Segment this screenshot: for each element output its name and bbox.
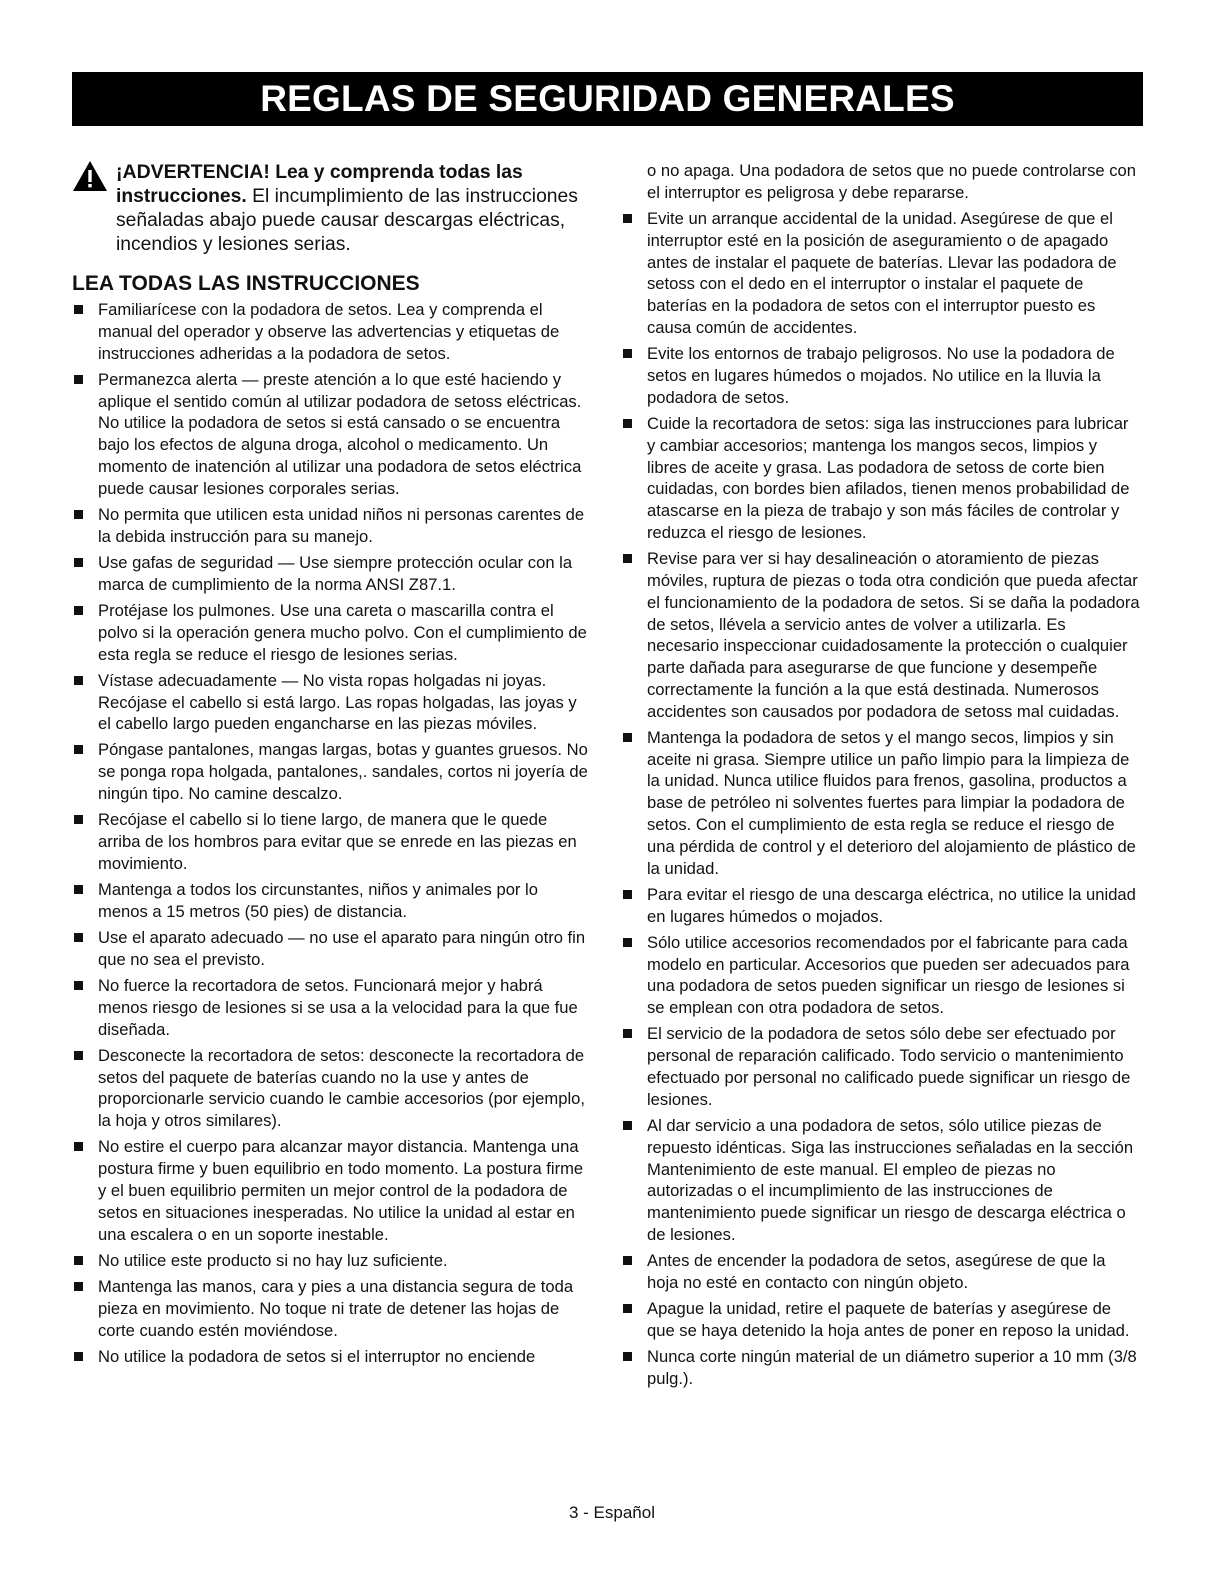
list-item: Vístase adecuadamente — No vista ropas holgadas ni joyas. Recójase el cabello si está largo. Las ropas holgadas, las joyas y el cabello largo pueden engancharse en las piezas móviles. [72, 670, 592, 735]
page-title: REGLAS DE SEGURIDAD GENERALES [72, 72, 1143, 126]
list-item: Revise para ver si hay desalineación o atoramiento de piezas móviles, ruptura de piezas o toda otra condición que pueda afectar el funcionamiento de la podadora de setos. Si se daña la podadora de setos, llévela a servicio antes de volver a utilizarla. Es necesario inspeccionar cuidadosamente la protección o cualquier parte dañada para asegurarse de que funcione y desempeñe correctamente la función a la que está destinada. Numerosos accidentes son causados por podadora de setoss mal cuidadas. [621, 548, 1141, 722]
bullet-square-icon [623, 733, 632, 742]
list-item: El servicio de la podadora de setos sólo debe ser efectuado por personal de reparación calificado. Todo servicio o mantenimiento efectuado por personal no calificado puede significar un riesgo de lesiones. [621, 1023, 1141, 1110]
list-item: Al dar servicio a una podadora de setos, sólo utilice piezas de repuesto idénticas. Siga las instrucciones señaladas en la sección Mantenimiento de este manual. El empleo de piezas no autorizadas o el incumplimiento de las instrucciones de mantenimiento puede significar un riesgo de descarga eléctrica o de lesiones. [621, 1115, 1141, 1246]
list-item: Para evitar el riesgo de una descarga eléctrica, no utilice la unidad en lugares húmedos o mojados. [621, 884, 1141, 928]
bullet-square-icon [623, 1352, 632, 1361]
section-title: LEA TODAS LAS INSTRUCCIONES [72, 272, 420, 295]
bullet-square-icon [74, 510, 83, 519]
warning-text: El incumplimiento de las instrucciones señaladas abajo puede causar descargas eléctricas, incendios y lesiones serias. [116, 186, 578, 255]
bullet-square-icon [623, 1121, 632, 1130]
list-item: Recójase el cabello si lo tiene largo, de manera que le quede arriba de los hombros para evitar que se enrede en las piezas en movimiento. [72, 809, 592, 874]
list-item: Use el aparato adecuado — no use el aparato para ningún otro fin que no sea el previsto. [72, 927, 592, 971]
warning-lead: ¡ADVERTENCIA! [116, 161, 270, 183]
bullet-square-icon [623, 419, 632, 428]
warning-block [72, 160, 592, 257]
list-item: No utilice la podadora de setos si el interruptor no enciende [72, 1346, 592, 1368]
bullet-square-icon [623, 1256, 632, 1265]
bullet-square-icon [74, 676, 83, 685]
bullet-square-icon [74, 305, 83, 314]
list-item: Evite un arranque accidental de la unidad. Asegúrese de que el interruptor esté en la posición de aseguramiento o de apagado antes de instalar el paquete de baterías. Llevar las podadora de setoss con el dedo en el interruptor o instalar el paquete de baterías en la podadora de setos con el interruptor puesto es causa común de accidentes. [621, 208, 1141, 339]
bullet-square-icon [74, 981, 83, 990]
bullet-square-icon [623, 349, 632, 358]
list-item: Cuide la recortadora de setos: siga las instrucciones para lubricar y cambiar accesorios; mantenga los mangos secos, limpios y libres de aceite y grasa. Las podadora de setoss de corte bien cuidadas, con bordes bien afilados, tienen menos probabilidad de atascarse en la pieza de trabajo y son más fáciles de controlar y reduzca el riesgo de lesiones. [621, 413, 1141, 544]
bullet-square-icon [74, 1282, 83, 1291]
bullet-square-icon [74, 815, 83, 824]
list-item: No estire el cuerpo para alcanzar mayor distancia. Mantenga una postura firme y buen equilibrio en todo momento. La postura firme y el buen equilibrio permiten un mejor control de la podadora de setos en situaciones inesperadas. No utilice la unidad al estar en una escalera o en un soporte inestable. [72, 1136, 592, 1245]
right-rule-list [621, 208, 1141, 1390]
bullet-square-icon [623, 1304, 632, 1313]
list-item: Nunca corte ningún material de un diámetro superior a 10 mm (3/8 pulg.). [621, 1346, 1141, 1390]
list-item: Antes de encender la podadora de setos, asegúrese de que la hoja no esté en contacto con ningún objeto. [621, 1250, 1141, 1294]
bullet-square-icon [74, 1051, 83, 1060]
bullet-square-icon [623, 1029, 632, 1038]
list-item: Permanezca alerta — preste atención a lo que esté haciendo y aplique el sentido común al utilizar podadora de setoss eléctricas. No utilice la podadora de setos si está cansado o se encuentra bajo los efectos de alguna droga, alcohol o medicamento. Un momento de inatención al utilizar una podadora de setos eléctrica puede causar lesiones corporales serias. [72, 369, 592, 500]
bullet-square-icon [74, 375, 83, 384]
warning-bold: Lea y comprenda todas las instrucciones. [116, 162, 523, 207]
list-item: Evite los entornos de trabajo peligrosos. No use la podadora de setos en lugares húmedos o mojados. No utilice en la lluvia la podadora de setos. [621, 343, 1141, 408]
bullet-square-icon [74, 1352, 83, 1361]
list-item: Desconecte la recortadora de setos: desconecte la recortadora de setos del paquete de baterías cuando no la use y antes de proporcionarle servicio cuando le cambie accesorios (por ejemplo, la hoja y otros similares). [72, 1045, 592, 1132]
bullet-square-icon [623, 890, 632, 899]
right-column [621, 160, 1141, 1394]
list-item: Mantenga la podadora de setos y el mango secos, limpios y sin aceite ni grasa. Siempre utilice un paño limpio para la limpieza de la unidad. Nunca utilice fluidos para frenos, gasolina, productos a base de petróleo ni solventes fuertes para limpiar la podadora de setos. Con el cumplimiento de esta regla se reduce el riesgo de una pérdida de control y el deterioro del alojamiento de plástico de la unidad. [621, 727, 1141, 880]
warning-triangle-icon [72, 160, 108, 192]
list-item: Mantenga las manos, cara y pies a una distancia segura de toda pieza en movimiento. No toque ni trate de detener las hojas de corte cuando estén moviéndose. [72, 1276, 592, 1341]
left-rule-list [72, 299, 592, 1368]
list-item: Póngase pantalones, mangas largas, botas y guantes gruesos. No se ponga ropa holgada, pantalones,. sandales, cortos ni joyería de ningún tipo. No camine descalzo. [72, 739, 592, 804]
page-number: 3 - Español [569, 1503, 655, 1522]
bullet-square-icon [74, 933, 83, 942]
bullet-square-icon [74, 885, 83, 894]
bullet-square-icon [74, 745, 83, 754]
list-item: No fuerce la recortadora de setos. Funcionará mejor y habrá menos riesgo de lesiones si se usa a la velocidad para la que fue diseñada. [72, 975, 592, 1040]
bullet-square-icon [74, 1256, 83, 1265]
continued-text: o no apaga. Una podadora de setos que no puede controlarse con el interruptor es peligrosa y debe repararse. [647, 161, 1136, 202]
list-item: Protéjase los pulmones. Use una careta o mascarilla contra el polvo si la operación genera mucho polvo. Con el cumplimiento de esta regla se reduce el riesgo de lesiones serias. [72, 600, 592, 665]
list-item: Use gafas de seguridad — Use siempre protección ocular con la marca de cumplimiento de la norma ANSI Z87.1. [72, 552, 592, 596]
list-item: Familiarícese con la podadora de setos. Lea y comprenda el manual del operador y observe las advertencias y etiquetas de instrucciones adheridas a la podadora de setos. [72, 299, 592, 364]
bullet-square-icon [74, 1142, 83, 1151]
list-item: Apague la unidad, retire el paquete de baterías y asegúrese de que se haya detenido la hoja antes de poner en reposo la unidad. [621, 1298, 1141, 1342]
list-item: No utilice este producto si no hay luz suficiente. [72, 1250, 592, 1272]
bullet-square-icon [74, 606, 83, 615]
bullet-square-icon [74, 558, 83, 567]
bullet-square-icon [623, 214, 632, 223]
list-item: No permita que utilicen esta unidad niños ni personas carentes de la debida instrucción para su manejo. [72, 504, 592, 548]
bullet-square-icon [623, 554, 632, 563]
list-item: Sólo utilice accesorios recomendados por el fabricante para cada modelo en particular. Accesorios que pueden ser adecuados para una podadora de setos pueden significar un riesgo de lesiones si se emplean con otra podadora de setos. [621, 932, 1141, 1019]
left-column [72, 160, 592, 1372]
bullet-square-icon [623, 938, 632, 947]
list-item: Mantenga a todos los circunstantes, niños y animales por lo menos a 15 metros (50 pies) de distancia. [72, 879, 592, 923]
